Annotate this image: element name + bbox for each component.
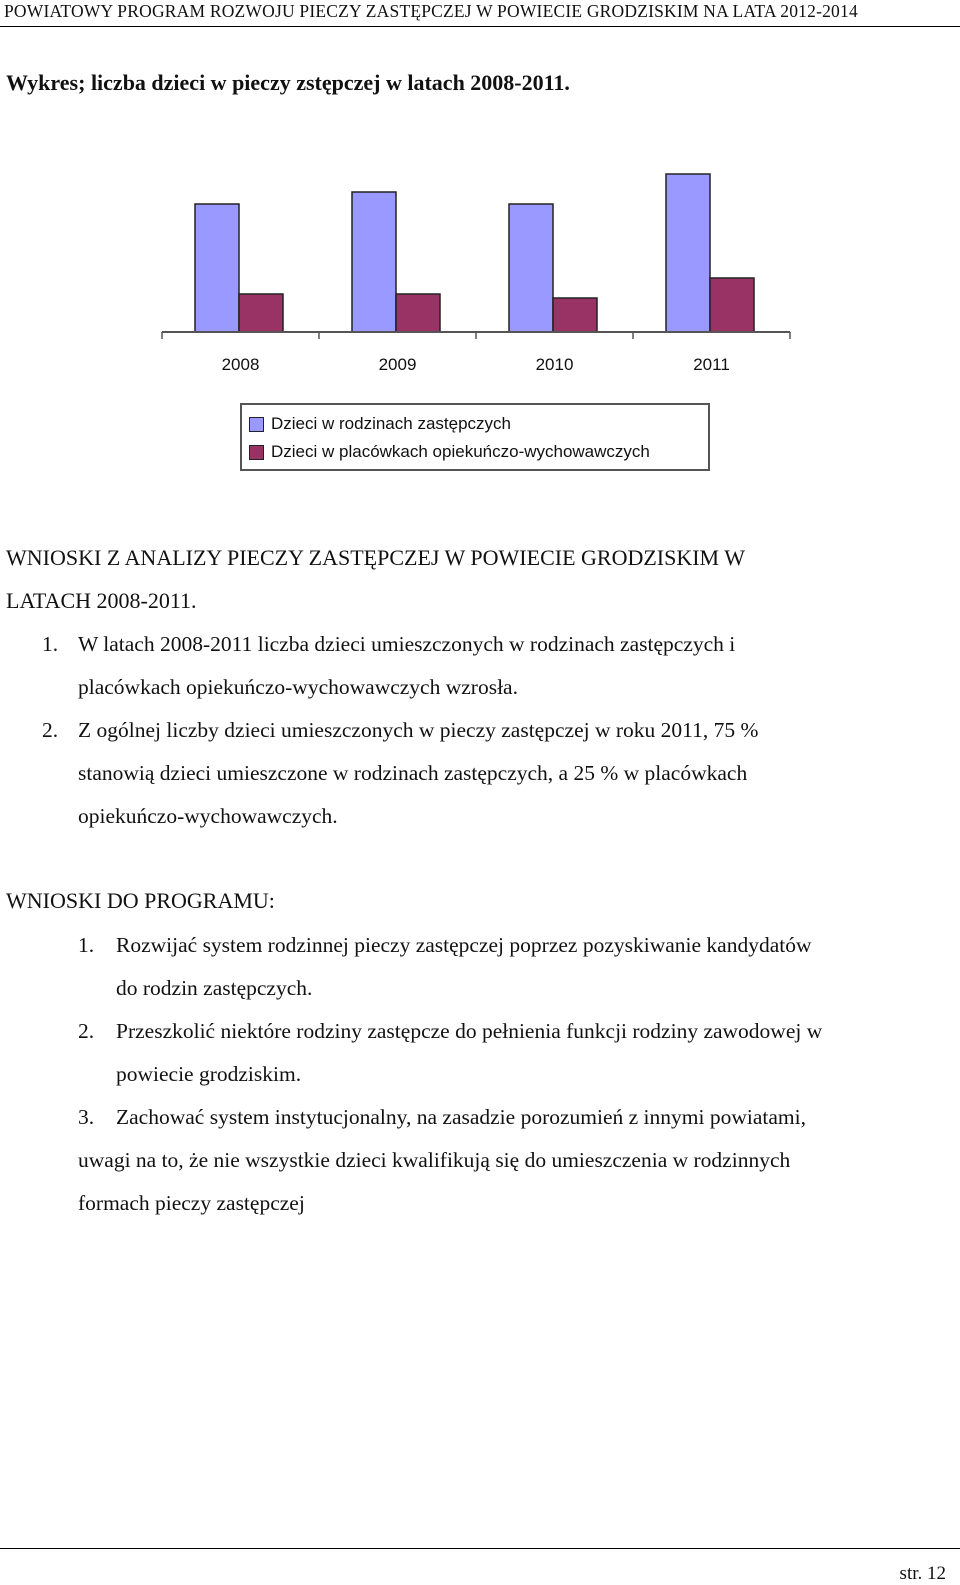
conclusion-line: stanowią dzieci umieszczone w rodzinach zastępczych, a 25 % w placówkach [78,761,748,785]
program-heading: WNIOSKI DO PROGRAMU: [6,888,275,913]
bar-2008-series-0 [195,204,239,332]
header-text: POWIATOWY PROGRAM ROZWOJU PIECZY ZASTĘPCZEJ W POWIECIE GRODZISKIM NA LATA 2012-2014 [4,1,858,21]
program-item [78,924,948,1010]
program-item-line: Przeszkolić niektóre rodziny zastępcze do pełnienia funkcji rodziny zawodowej w [116,1019,823,1043]
conclusion-line: Z ogólnej liczby dzieci umieszczonych w pieczy zastępczej w roku 2011, 75 % [78,718,759,742]
x-tick-label: 2010 [535,355,574,374]
chart-legend [240,403,710,471]
conclusions-list [42,623,942,838]
bar-chart [0,150,960,485]
conclusion-item [42,709,942,838]
program-item-line: Zachować system instytucjonalny, na zasadzie porozumień z innymi powiatami, [116,1105,806,1129]
program-item-number: 3. [78,1105,95,1129]
page-number: str. 12 [899,1563,946,1584]
bar-2010-series-0 [509,204,553,332]
x-tick-label: 2008 [221,355,260,374]
program-item-number: 1. [78,933,95,957]
document-header [0,0,960,27]
program-item-line: formach pieczy zastępczej [78,1191,305,1215]
legend-swatch [249,445,264,460]
chart-title: Wykres; liczba dzieci w pieczy zstępczej w latach 2008-2011. [6,70,570,95]
bar-2011-series-0 [666,174,710,332]
conclusion-line: W latach 2008-2011 liczba dzieci umieszczonych w rodzinach zastępczych i [78,632,736,656]
bar-2009-series-0 [352,192,396,332]
program-item-line: do rodzin zastępczych. [116,976,313,1000]
legend-item-foster-families [242,410,708,438]
conclusions-heading-line-2: LATACH 2008-2011. [6,588,197,613]
legend-item-care-institutions [242,438,708,466]
conclusion-number: 1. [42,632,59,656]
legend-label: Dzieci w placówkach opiekuńczo-wychowawczych [271,442,650,461]
program-list [78,924,948,1225]
conclusion-item [42,623,942,709]
conclusion-line: placówkach opiekuńczo-wychowawczych wzrosła. [78,675,518,699]
x-tick-label: 2011 [693,355,730,374]
conclusion-line: opiekuńczo-wychowawczych. [78,804,338,828]
program-item [78,1096,948,1225]
legend-label: Dzieci w rodzinach zastępczych [271,414,511,433]
program-item-line: Rozwijać system rodzinnej pieczy zastępczej poprzez pozyskiwanie kandydatów [116,933,812,957]
bar-2008-series-1 [239,294,283,332]
x-tick-label: 2009 [378,355,417,374]
program-item-line: uwagi na to, że nie wszystkie dzieci kwalifikują się do umieszczenia w rodzinnych [78,1148,791,1172]
legend-swatch [249,417,264,432]
program-item-number: 2. [78,1019,95,1043]
program-item [78,1010,948,1096]
footer-rule [0,1548,960,1549]
conclusion-number: 2. [42,718,59,742]
bar-2009-series-1 [396,294,440,332]
bar-2011-series-1 [710,278,754,332]
bar-2010-series-1 [553,298,597,332]
chart-svg [0,150,960,390]
program-item-line: powiecie grodziskim. [116,1062,302,1086]
conclusions-heading-line-1: WNIOSKI Z ANALIZY PIECZY ZASTĘPCZEJ W POWIECIE GRODZISKIM W [6,545,745,570]
